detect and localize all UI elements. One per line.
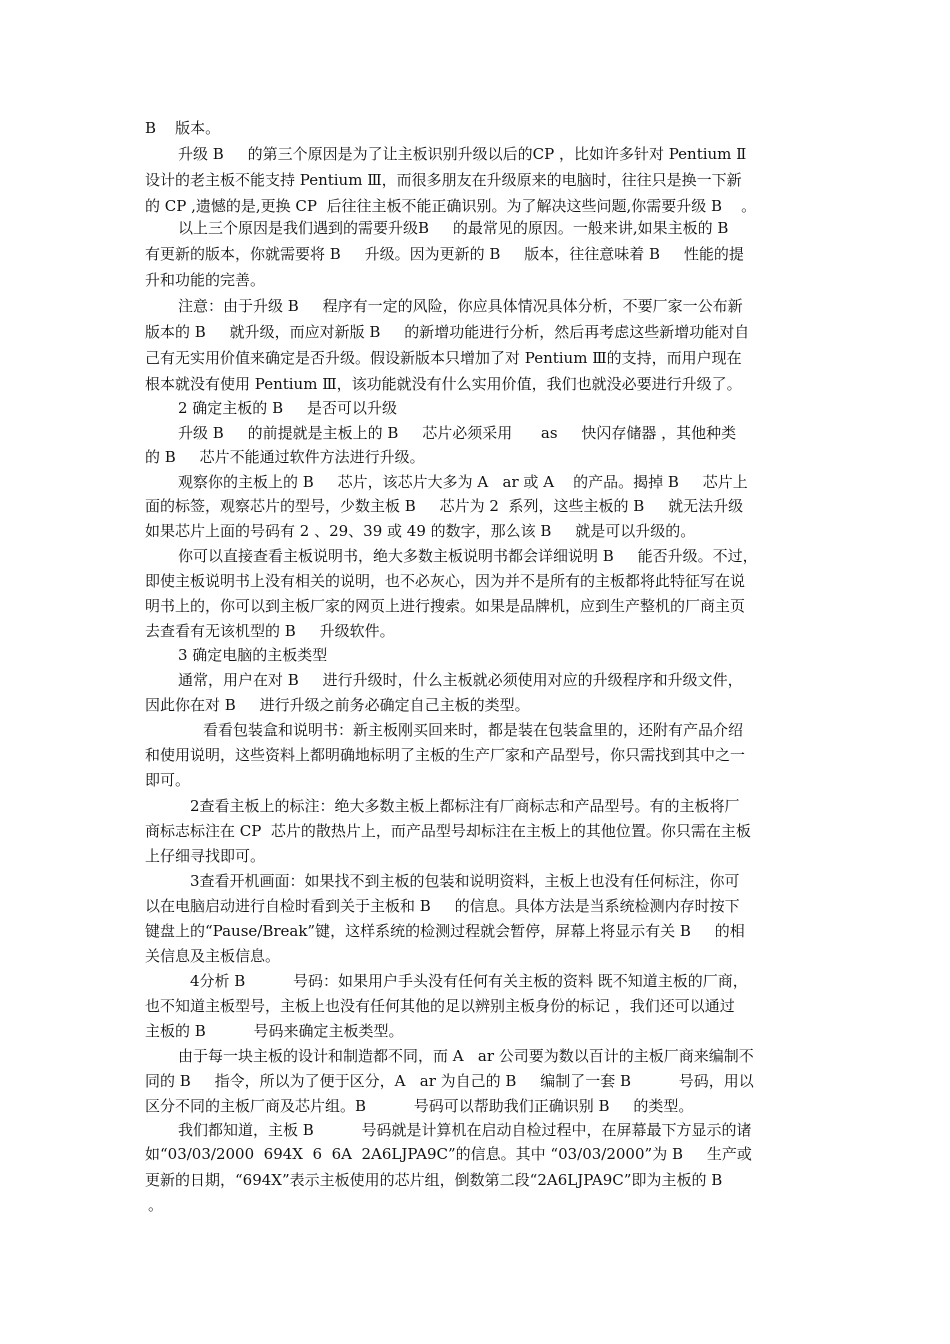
text-line: 如“03/03/2000 694X 6 6A 2A6LJPA9C”的信息。其中 “03/03/2000”为 B 生产或 [145, 1145, 752, 1163]
text-line: 2 确定主板的 B 是否可以升级 [178, 399, 397, 417]
text-line: 2查看主板上的标注：绝大多数主板上都标注有厂商标志和产品型号。有的主板将厂 [190, 797, 740, 815]
text-line: 即使主板说明书上没有相关的说明，也不必灰心，因为并不是所有的主板都将此特征写在说 [145, 572, 746, 590]
text-line: 3查看开机画面：如果找不到主板的包装和说明资料，主板上也没有任何标注，你可 [190, 872, 740, 890]
text-line: 观察你的主板上的 B 芯片，该芯片大多为 A ar 或 A 的产品。揭掉 B 芯片上 [178, 473, 748, 491]
text-line: 即可。 [145, 771, 191, 789]
text-line: 面的标签，观察芯片的型号，少数主板 B 芯片为 2 系列，这些主板的 B 就无法升级 [145, 497, 744, 515]
text-line: 通常，用户在对 B 进行升级时，什么主板就必须使用对应的升级程序和升级文件， [178, 671, 743, 689]
text-line: 以上三个原因是我们遇到的需要升级B 的最常见的原因。一般来讲,如果主板的 B [178, 219, 729, 237]
text-line: 上仔细寻找即可。 [145, 847, 266, 865]
text-line: 主板的 B 号码来确定主板类型。 [145, 1022, 404, 1040]
text-line: 升级 B 的第三个原因是为了让主板识别升级以后的CP ，比如许多针对 Pentium Ⅱ [178, 145, 747, 163]
text-line: 4分析 B 号码：如果用户手头没有任何有关主板的资料 既不知道主板的厂商， [190, 972, 748, 990]
text-line: 和使用说明，这些资料上都明确地标明了主板的生产厂家和产品型号，你只需找到其中之一 [145, 746, 746, 764]
text-line: 升和功能的完善。 [145, 271, 266, 289]
text-line: 如果芯片上面的号码有 2 、29、39 或 49 的数字，那么该 B 就是可以升级的。 [145, 522, 696, 540]
text-line: B 版本。 [145, 119, 221, 137]
text-line: 同的 B 指令，所以为了便于区分，A ar 为自己的 B 编制了一套 B 号码，用以 [145, 1072, 754, 1090]
text-line: 的 CP ,遗憾的是,更换 CP 后往往主板不能正确识别。为了解决这些问题,你需要升级 B 。 [145, 197, 757, 215]
text-line: 升级 B 的前提就是主板上的 B 芯片必须采用 as 快闪存储器 ，其他种类 [178, 424, 737, 442]
text-line: 3 确定电脑的主板类型 [178, 646, 328, 664]
text-line: 的 B 芯片不能通过软件方法进行升级。 [145, 448, 425, 466]
text-line: 明书上的，你可以到主板厂家的网页上进行搜索。如果是品牌机，应到生产整机的厂商主页 [145, 597, 746, 615]
text-line: 更新的日期，“694X”表示主板使用的芯片组，倒数第二段“2A6LJPA9C”即为主板的 B [145, 1171, 723, 1189]
text-line: 也不知道主板型号，主板上也没有任何其他的足以辨别主板身份的标记 ，我们还可以通过 [145, 997, 735, 1015]
text-line: 由于每一块主板的设计和制造都不同，而 A ar 公司要为数以百计的主板厂商来编制不 [178, 1047, 754, 1065]
text-line: 注意：由于升级 B 程序有一定的风险，你应具体情况具体分析，不要厂家一公布新 [178, 297, 743, 315]
text-line: 版本的 B 就升级，而应对新版 B 的新增功能进行分析，然后再考虑这些新增功能对自 [145, 323, 750, 341]
text-line: 以在电脑启动进行自检时看到关于主板和 B 的信息。具体方法是当系统检测内存时按下 [145, 897, 740, 915]
text-line: 因此你在对 B 进行升级之前务必确定自己主板的类型。 [145, 696, 530, 714]
text-line: 看看包装盒和说明书：新主板刚买回来时，都是装在包装盒里的，还附有产品介绍 [203, 721, 744, 739]
text-line: 己有无实用价值来确定是否升级。假设新版本只增加了对 Pentium Ⅲ的支持，而用户现在 [145, 349, 742, 367]
text-line: 有更新的版本，你就需要将 B 升级。因为更新的 B 版本，往往意味着 B 性能的提 [145, 245, 744, 263]
text-line: 关信息及主板信息。 [145, 947, 281, 965]
text-line: 区分不同的主板厂商及芯片组。B 号码可以帮助我们正确识别 B 的类型。 [145, 1097, 694, 1115]
text-line: 根本就没有使用 Pentium Ⅲ，该功能就没有什么实用价值，我们也就没必要进行升级了。 [145, 375, 742, 393]
text-line: 。 [148, 1196, 164, 1214]
text-line: 你可以直接查看主板说明书，绝大多数主板说明书都会详细说明 B 能否升级。不过， [178, 547, 758, 565]
text-line: 我们都知道，主板 B 号码就是计算机在启动自检过程中，在屏幕最下方显示的诸 [178, 1121, 752, 1139]
text-line: 去查看有无该机型的 B 升级软件。 [145, 622, 395, 640]
text-line: 商标志标注在 CP 芯片的散热片上，而产品型号却标注在主板上的其他位置。你只需在主板 [145, 822, 751, 840]
text-line: 键盘上的“Pause/Break”键，这样系统的检测过程就会暂停，屏幕上将显示有关 B 的相 [145, 922, 745, 940]
text-line: 设计的老主板不能支持 Pentium Ⅲ，而很多朋友在升级原来的电脑时，往往只是换一下新 [145, 171, 742, 189]
